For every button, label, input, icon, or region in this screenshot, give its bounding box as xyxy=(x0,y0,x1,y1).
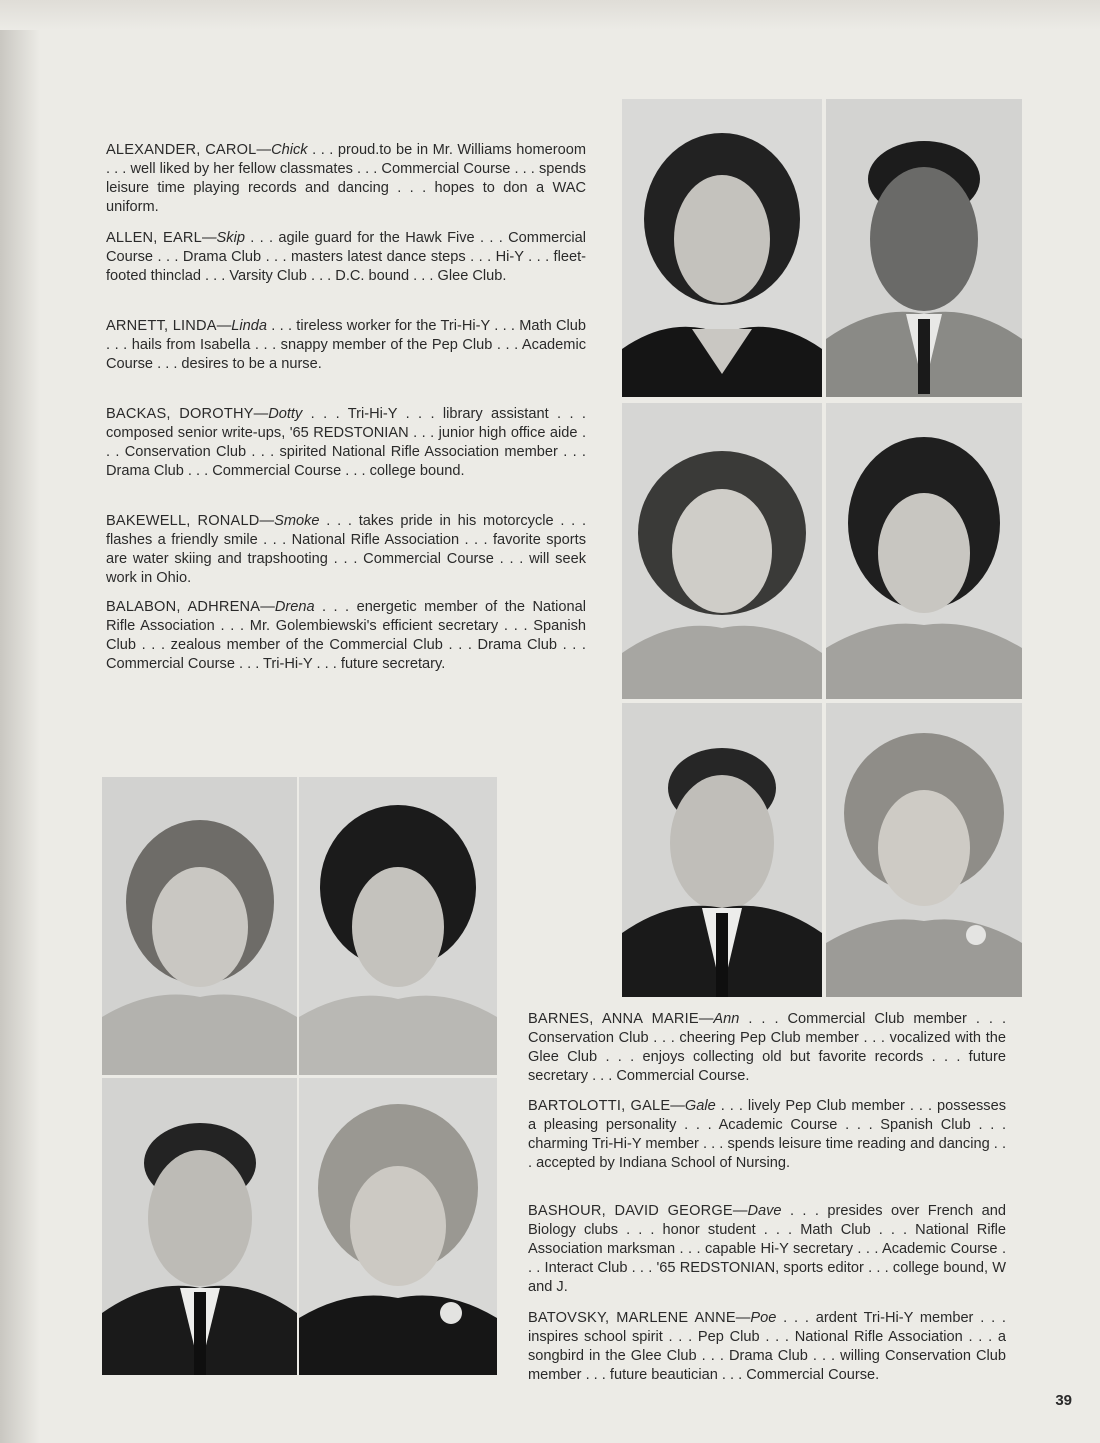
bio-barnes: BARNES, ANNA MARIE—Ann . . . Commercial Club member . . . Conservation Club . . . cheering Pep Club member . . . vocalized with the Glee Club . . . enjoys collecting old but favorite records . . . future secretary . . . Commercial Course. xyxy=(528,1011,1006,1084)
bio-allen: ALLEN, EARL—Skip . . . agile guard for the Hawk Five . . . Commercial Course . . . Drama Club . . . masters latest dance steps . . . Hi-Y . . . fleet-footed thinclad . . . Varsity Club . . . D.C. bound . . . Glee Club. xyxy=(106,230,586,284)
portrait-bakewell xyxy=(102,777,297,1075)
binding-shadow xyxy=(0,0,40,1443)
portrait-bashour xyxy=(622,703,822,997)
bio-bakewell: BAKEWELL, RONALD—Smoke . . . takes pride in his motorcycle . . . flashes a friendly smile . . . National Rifle Association . . . favorite sports are water skiing and trapshooting . . . Commercial Course . . . will seek work in Ohio. xyxy=(106,513,587,586)
bio-balabon: BALABON, ADHRENA—Drena . . . energetic member of the National Rifle Association . . . Mr. Golembiewski's efficient secretary . . . Spanish Club . . . zealous member of the Commercial Club . . . Drama Club . . . Commercial Course . . . Tri-Hi-Y . . . future secretary. xyxy=(106,599,586,672)
bio-bashour: BASHOUR, DAVID GEORGE—Dave . . . presides over French and Biology clubs . . . honor student . . . Math Club . . . National Rifle Association marksman . . . capable Hi-Y secretary . . . Academic Course . . . Interact Club . . . '65 REDSTONIAN, sports editor . . . college bound, W and J. xyxy=(528,1203,1006,1295)
bio-backas: BACKAS, DOROTHY—Dotty . . . Tri-Hi-Y . . . library assistant . . . composed senior write-ups, '65 REDSTONIAN . . . junior high office aide . . . Conservation Club . . . spirited National Rifle Association member . . . Drama Club . . . Commercial Course . . . college bound. xyxy=(106,406,586,479)
portrait-bartolotti xyxy=(299,1078,497,1375)
portrait-arnett xyxy=(622,403,822,699)
portrait-alexander xyxy=(622,99,822,397)
portrait-balabon xyxy=(299,777,497,1075)
portrait-barnes xyxy=(102,1078,297,1375)
top-shadow xyxy=(0,0,1100,30)
bio-batovsky: BATOVSKY, MARLENE ANNE—Poe . . . ardent Tri-Hi-Y member . . . inspires school spirit . . . Pep Club . . . National Rifle Association . . . a songbird in the Glee Club . . . Drama Club . . . willing Conservation Club member . . . future beautician . . . Commercial Course. xyxy=(528,1310,1006,1383)
portrait-batovsky xyxy=(826,703,1022,997)
bio-arnett: ARNETT, LINDA—Linda . . . tireless worker for the Tri-Hi-Y . . . Math Club . . . hails from Isabella . . . snappy member of the Pep Club . . . Academic Course . . . desires to be a nurse. xyxy=(106,318,586,372)
bio-alexander: ALEXANDER, CAROL—Chick . . . proud.to be in Mr. Williams homeroom . . . well liked by her fellow classmates . . . Commercial Course . . . spends leisure time playing records and dancing . . . hopes to don a WAC uniform. xyxy=(106,142,586,215)
bio-bartolotti: BARTOLOTTI, GALE—Gale . . . lively Pep Club member . . . possesses a pleasing personality . . . Academic Course . . . Spanish Club . . . charming Tri-Hi-Y member . . . spends leisure time reading and dancing . . . accepted by Indiana School of Nursing. xyxy=(528,1098,1006,1171)
page-number: 39 xyxy=(1055,1392,1072,1409)
portrait-allen xyxy=(826,99,1022,397)
portrait-backas xyxy=(826,403,1022,699)
